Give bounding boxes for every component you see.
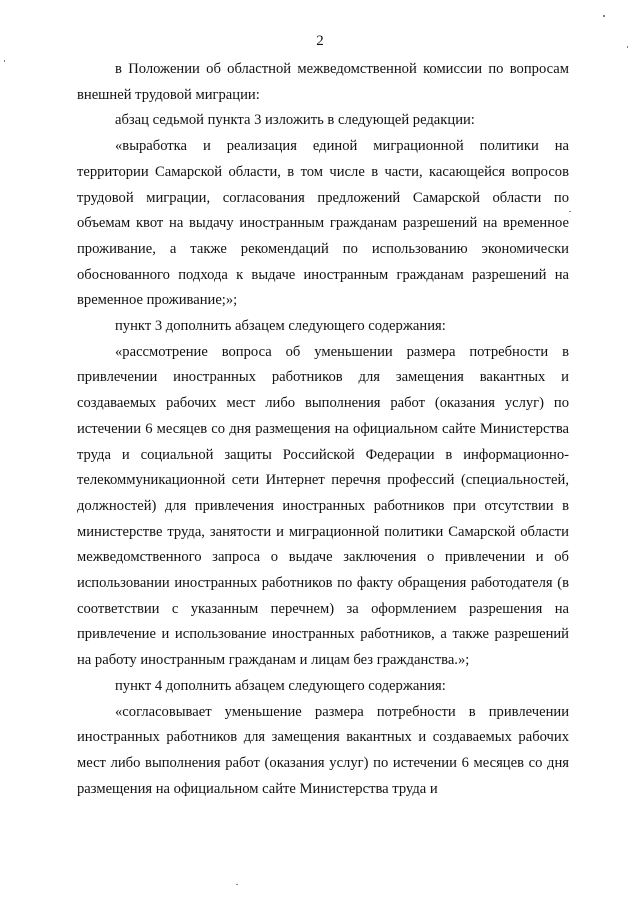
paragraph-instruction-3: пункт 4 дополнить абзацем следующего содержания:	[115, 677, 446, 694]
paragraph-instruction-1: абзац седьмой пункта 3 изложить в следующей редакции:	[115, 112, 475, 129]
scan-speck	[236, 884, 238, 885]
page-number: 2	[316, 33, 324, 49]
scan-speck	[569, 211, 571, 212]
paragraph-quote-3: «согласовывает уменьшение размера потребности в привлечении иностранных работников для замещения вакантных и создаваемых рабочих мест либо выполнения работ (оказания услуг) по истечении 6 месяцев со дня размещения на официальном сайте Министерства труда и	[77, 703, 569, 797]
paragraph-quote-1: «выработка и реализация единой миграционной политики на территории Самарской области, в том числе в части, касающейся вопросов трудовой миграции, согласования предложений Самарской области по объемам квот на выдачу иностранным гражданам разрешений на временное проживание, а также рекомендаций по использованию экономически обоснованного подхода к выдаче иностранным гражданам разрешений на временное проживание;»;	[77, 138, 569, 309]
scan-speck	[627, 46, 628, 48]
paragraph-intro: в Положении об областной межведомственной комиссии по вопросам внешней трудовой миграции:	[77, 61, 569, 103]
paragraph-quote-2: «рассмотрение вопроса об уменьшении размера потребности в привлечении иностранных работников для замещения вакантных и создаваемых рабочих мест либо выполнения работ (оказания услуг) по истечении 6 месяцев со дня размещения на официальном сайте Министерства труда и социальной защиты Российской Федерации в информационно-телекоммуникационной сети Интернет перечня профессий (специальностей, должностей) для привлечения иностранных работников при отсутствии в министерстве труда, занятости и миграционной политики Самарской области межведомственного запроса о выдаче заключения о привлечении и об использовании иностранных работников по факту обращения работодателя (в соответствии с указанным перечнем) за оформлением разрешения на привлечение и использование иностранных работников, а также разрешений на работу иностранным гражданам и лицам без гражданства.»;	[77, 343, 569, 669]
scan-speck	[603, 15, 605, 17]
scan-speck	[4, 60, 5, 62]
paragraph-instruction-2: пункт 3 дополнить абзацем следующего содержания:	[115, 318, 446, 335]
document-body	[77, 57, 569, 802]
